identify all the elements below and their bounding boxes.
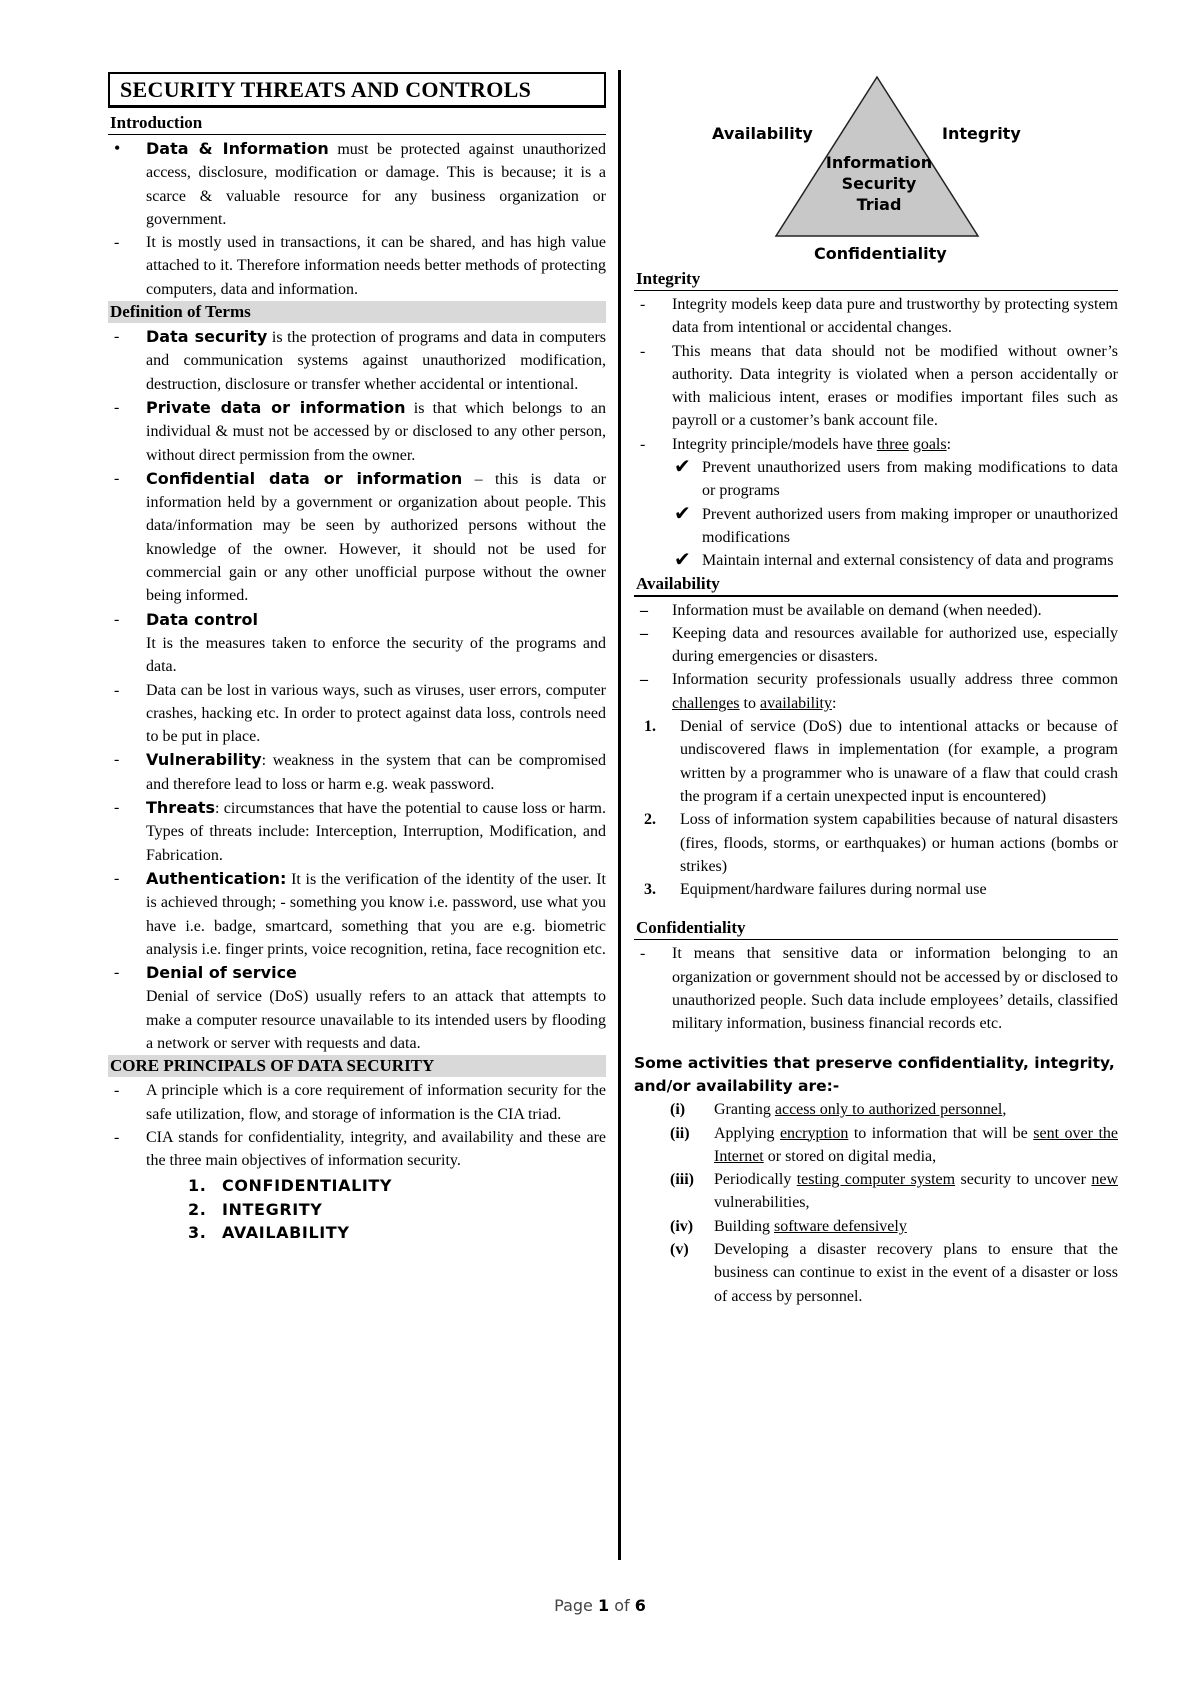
integrity-point: - Integrity models keep data pure and trustworthy by protecting system data from intentional or accidental changes. [640, 296, 1118, 337]
core-paragraph: - CIA stands for confidentiality, integrity, and availability and these are the three main objectives of information security. [114, 1128, 606, 1170]
intro-dash-item: - It is mostly used in transactions, it can be shared, and has high value attached to it. Therefore information needs better methods of protecting computers, data and information. [114, 234, 606, 298]
integrity-heading: Integrity [634, 268, 1118, 291]
total-pages: 6 [634, 1596, 646, 1615]
checkmark-icon: ✔ [674, 500, 691, 525]
core-principles-heading: CORE PRINCIPALS OF DATA SECURITY [108, 1055, 606, 1077]
def-confidential-data: - Confidential data or information – this is data or information held by a government or organization about people. This data/information may be seen by authorized persons without the knowledge of the owner. However, it should not be used for commercial gain or any other unofficial purpose without the owner being informed. [114, 468, 606, 605]
def-data-loss: - Data can be lost in various ways, such as viruses, user errors, computer crashes, hacking etc. In order to protect against data loss, controls need to be put in place. [114, 681, 606, 746]
cia-triad-diagram [634, 68, 1118, 268]
activity-item: (iv) Building software defensively [670, 1217, 907, 1235]
def-threats: - Threats: circumstances that have the potential to cause loss or harm. Types of threats include: Interception, Interruption, Modification, and Fabrication. [114, 798, 606, 864]
term: Data security [146, 327, 268, 347]
right-column [634, 68, 1118, 1308]
list-item: 1. CONFIDENTIALITY [188, 1176, 393, 1196]
current-page: 1 [597, 1596, 610, 1615]
intro-dash-text: It is mostly used in transactions, it can be shared, and has high value attached to it. Therefore information needs better methods of protecting computers, data and information. [146, 234, 606, 298]
activity-item: (iii) Periodically testing computer system security to uncover new vulnerabilities, [670, 1171, 1119, 1212]
term: Data control [146, 609, 258, 629]
core-text: CIA stands for confidentiality, integrity, and availability and these are the three main objectives of information security. [146, 1128, 606, 1170]
list-item: 3. AVAILABILITY [188, 1223, 350, 1243]
bullet-marker [114, 137, 134, 161]
definition-text: It is the verification of the identity of the user. It is achieved through; - something you know i.e. password, use what you have i.e. badge, smartcard, something that you are e.g. biometric analysis i.e. finger prints, voice recognition, retina, face recognition etc. [146, 870, 606, 958]
intro-heading: Introduction [108, 112, 606, 135]
availability-point: – Information security professionals usually address three common challenges to availability: [640, 671, 1118, 712]
triad-label-integrity: Integrity [942, 124, 1021, 143]
core-text: A principle which is a core requirement of information security for the safe utilization, flow, and storage of information is the CIA triad. [146, 1082, 606, 1123]
term: Threats [146, 798, 216, 818]
list-item: 2. INTEGRITY [188, 1199, 323, 1219]
definition-text: – this is data or information held by a government or organization about people. This data/information may be seen by authorized persons without the knowledge of the owner. However, it should not be used for commercial gain or any other unofficial purpose without the owner being informed. [146, 470, 606, 605]
availability-challenge: 2. Loss of information system capabilities because of natural disasters (fires, floods, storms, or earthquakes) or human actions (bombs or strikes) [644, 811, 1118, 875]
checkmark-icon: ✔ [674, 454, 691, 479]
activities-heading: Some activities that preserve confidentiality, integrity, and/or availability are:- [634, 1053, 1115, 1095]
definition-text: Data can be lost in various ways, such as viruses, user errors, computer crashes, hacking etc. In order to protect against data loss, controls need to be put in place. [146, 681, 606, 746]
term: Confidential data or information [146, 468, 463, 488]
term: Denial of service [146, 963, 297, 983]
availability-heading: Availability [634, 573, 1118, 597]
term: Vulnerability [146, 750, 262, 770]
definition-text: Denial of service (DoS) usually refers to an attack that attempts to make a computer resource unavailable to its intended users by flooding a network or server with requests and data. [146, 988, 606, 1052]
intro-bullet [108, 137, 606, 231]
intro-bullet-text: must be protected against unauthorized access, disclosure, modification or damage. This is because; it is a scarce & valuable resource for any business organization or government. [146, 141, 606, 228]
def-vulnerability: - Vulnerability: weakness in the system that can be compromised and therefore lead to loss or harm e.g. weak password. [114, 750, 606, 793]
def-private-data: - Private data or information is that which belongs to an individual & must not be accessed by or disclosed to any other person, without direct permission from the owner. [114, 397, 606, 464]
def-data-security: - Data security is the protection of programs and data in computers and communication systems against unauthorized modification, destruction, disclosure or transfer whether accidental or intentional. [114, 327, 607, 393]
core-paragraph: - A principle which is a core requirement of information security for the safe utilization, flow, and storage of information is the CIA triad. [114, 1082, 606, 1123]
availability-point: – Keeping data and resources available for authorized use, especially during emergencies or disasters. [640, 624, 1118, 666]
left-column [108, 72, 606, 1245]
triad-label-confidentiality: Confidentiality [814, 244, 947, 263]
column-divider [618, 70, 621, 1560]
intro-bold-term: Data & Information [146, 139, 329, 158]
confidentiality-heading: Confidentiality [634, 917, 1118, 940]
activity-item: (i) Granting access only to authorized personnel, [670, 1101, 1007, 1119]
integrity-point: - This means that data should not be modified without owner’s authority. Data integrity is violated when a person accidentally or with malicious intent, erases or modifies important files such as payroll or a customer’s bank account file. [640, 342, 1118, 430]
definition-text: : weakness in the system that can be compromised and therefore lead to loss or harm e.g. weak password. [146, 752, 606, 793]
triad-center-label: Information Security Triad [825, 153, 933, 214]
availability-challenge: 1. Denial of service (DoS) due to intentional attacks or because of undiscovered flaws in implementation (for example, a program written by a programmer who is unaware of a flaw that could crash the program if a certain unexpected input is encountered) [644, 718, 1118, 805]
cia-list [108, 1174, 606, 1245]
def-denial-of-service: - Denial of service Denial of service (DoS) usually refers to an attack that attempts to make a computer resource unavailable to its intended users by flooding a network or server with requests and data. [114, 963, 606, 1052]
availability-point: – Information must be available on demand (when needed). [640, 601, 1042, 619]
activity-item: (v) Developing a disaster recovery plans to ensure that the business can continue to exist in the event of a disaster or loss of access by personnel. [670, 1240, 1118, 1305]
definition-text: is that which belongs to an individual & must not be accessed by or disclosed to any other person, without direct permission from the owner. [146, 399, 606, 464]
page-title: SECURITY THREATS AND CONTROLS [108, 72, 606, 108]
page-footer: Page 1 of 6 [554, 1596, 646, 1615]
definition-text: is the protection of programs and data in computers and communication systems against unauthorized modification, destruction, disclosure or transfer whether accidental or intentional. [146, 329, 607, 393]
integrity-goal: ✔ Maintain internal and external consistency of data and programs [674, 547, 1114, 572]
term: Private data or information [146, 397, 406, 417]
definition-text: : circumstances that have the potential to cause loss or harm. Types of threats include: Interception, Interruption, Modification, and Fabrication. [146, 800, 606, 864]
confidentiality-point: - It means that sensitive data or information belonging to an organization or government should not be accessed by or disclosed to unauthorized people. Such data include employees’ details, classified military information, business financial records etc. [640, 945, 1118, 1033]
activity-item: (ii) Applying encryption to information that will be sent over the Internet or stored on digital media, [670, 1124, 1118, 1165]
term: Authentication: [146, 868, 287, 888]
availability-challenge: 3. Equipment/hardware failures during normal use [644, 881, 987, 899]
integrity-goal: ✔ Prevent unauthorized users from making modifications to data or programs [674, 454, 1118, 500]
integrity-point: - Integrity principle/models have three goals: [640, 435, 952, 453]
integrity-goal: ✔ Prevent authorized users from making improper or unauthorized modifications [674, 500, 1118, 546]
def-authentication: - Authentication: It is the verification of the identity of the user. It is achieved through; - something you know i.e. password, use what you have i.e. badge, smartcard, something that you are e.g. biometric analysis i.e. finger prints, voice recognition, retina, face recognition etc. [114, 868, 606, 958]
definitions-heading: Definition of Terms [108, 301, 606, 323]
checkmark-icon: ✔ [674, 547, 691, 572]
def-data-control: - Data control It is the measures taken to enforce the security of the programs and data. [114, 609, 606, 676]
definition-text: It is the measures taken to enforce the security of the programs and data. [146, 634, 606, 676]
triad-label-availability: Availability [712, 124, 813, 143]
